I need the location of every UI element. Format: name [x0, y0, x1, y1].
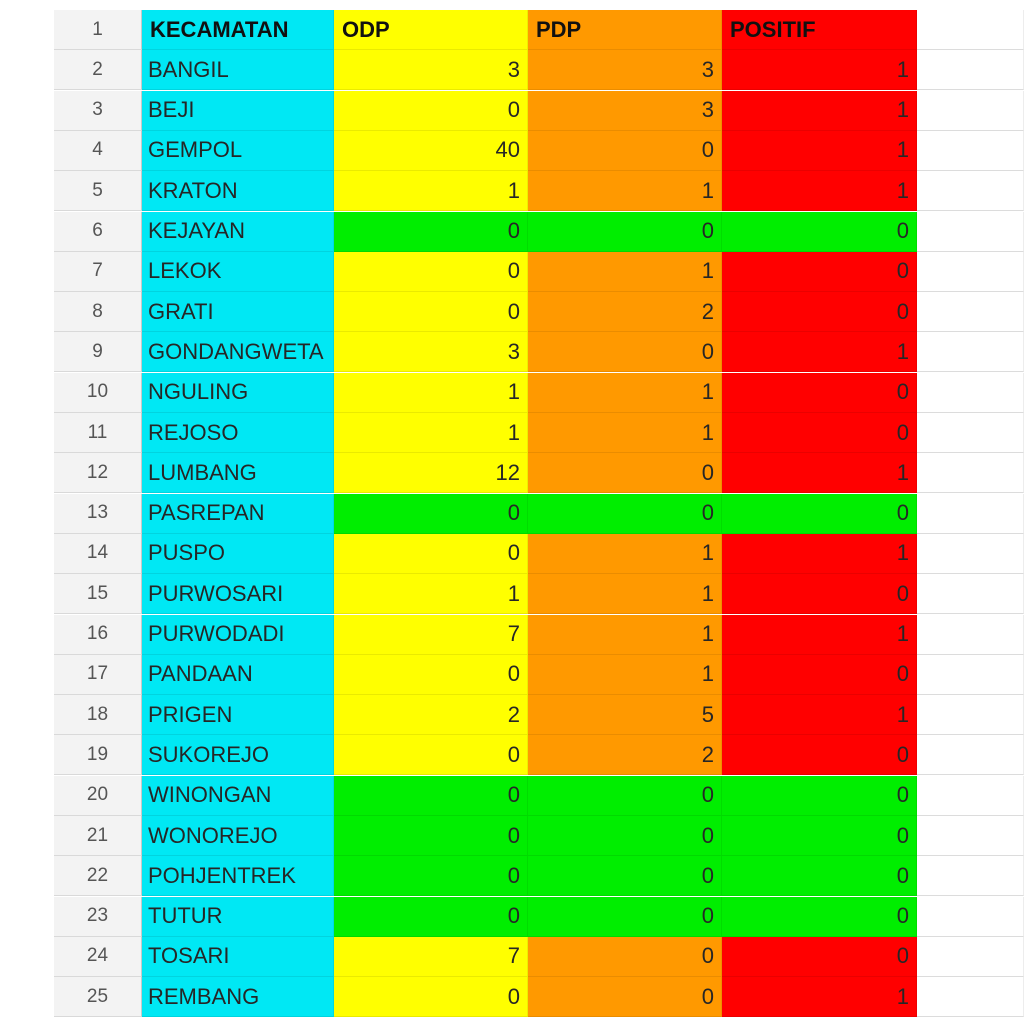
cell-pdp[interactable]: 0: [528, 494, 722, 534]
cell-kecamatan[interactable]: KRATON: [142, 171, 334, 211]
cell-kecamatan[interactable]: PASREPAN: [142, 494, 334, 534]
column-header-positif[interactable]: POSITIF: [722, 10, 917, 50]
empty-cell[interactable]: [917, 534, 1024, 574]
row-number[interactable]: 9: [54, 332, 142, 372]
cell-pdp[interactable]: 0: [528, 131, 722, 171]
cell-pdp[interactable]: 1: [528, 252, 722, 292]
row-number[interactable]: 2: [54, 50, 142, 90]
empty-cell[interactable]: [917, 574, 1024, 614]
row-number[interactable]: 22: [54, 856, 142, 896]
table-row: [54, 252, 1024, 292]
cell-odp[interactable]: 0: [334, 252, 528, 292]
cell-positif[interactable]: 0: [722, 816, 917, 856]
cell-positif[interactable]: 1: [722, 695, 917, 735]
cell-positif[interactable]: 1: [722, 332, 917, 372]
cell-pdp[interactable]: 0: [528, 977, 722, 1017]
cell-kecamatan[interactable]: KEJAYAN: [142, 212, 334, 252]
empty-cell[interactable]: [917, 615, 1024, 655]
cell-odp[interactable]: 0: [334, 494, 528, 534]
cell-positif[interactable]: 1: [722, 977, 917, 1017]
table-row: [54, 534, 1024, 574]
empty-cell[interactable]: [917, 897, 1024, 937]
cell-odp[interactable]: 0: [334, 897, 528, 937]
table-row: [54, 615, 1024, 655]
cell-pdp[interactable]: 0: [528, 816, 722, 856]
cell-kecamatan[interactable]: LEKOK: [142, 252, 334, 292]
cell-odp[interactable]: 0: [334, 977, 528, 1017]
table-row: [54, 776, 1024, 816]
cell-kecamatan[interactable]: PURWODADI: [142, 615, 334, 655]
cell-pdp[interactable]: 3: [528, 91, 722, 131]
cell-kecamatan[interactable]: PRIGEN: [142, 695, 334, 735]
cell-positif[interactable]: 1: [722, 534, 917, 574]
cell-positif[interactable]: 0: [722, 574, 917, 614]
cell-odp[interactable]: 3: [334, 332, 528, 372]
row-number[interactable]: 21: [54, 816, 142, 856]
column-header-pdp[interactable]: PDP: [528, 10, 722, 50]
table-row: [54, 977, 1024, 1017]
column-header-kecamatan[interactable]: KECAMATAN: [142, 10, 334, 50]
row-number[interactable]: 18: [54, 695, 142, 735]
row-number[interactable]: 12: [54, 453, 142, 493]
cell-kecamatan[interactable]: GRATI: [142, 292, 334, 332]
table-row: [54, 413, 1024, 453]
table-row: [54, 292, 1024, 332]
cell-odp[interactable]: 40: [334, 131, 528, 171]
table-row: [54, 332, 1024, 372]
cell-pdp[interactable]: 2: [528, 735, 722, 775]
cell-odp[interactable]: 0: [334, 856, 528, 896]
cell-kecamatan[interactable]: WONOREJO: [142, 816, 334, 856]
cell-odp[interactable]: 7: [334, 937, 528, 977]
table-row: [54, 453, 1024, 493]
table-row: [54, 937, 1024, 977]
cell-positif[interactable]: 0: [722, 776, 917, 816]
cell-kecamatan[interactable]: TUTUR: [142, 897, 334, 937]
cell-positif[interactable]: 0: [722, 937, 917, 977]
cell-kecamatan[interactable]: SUKOREJO: [142, 735, 334, 775]
row-number[interactable]: 14: [54, 534, 142, 574]
cell-odp[interactable]: 0: [334, 292, 528, 332]
row-number[interactable]: 11: [54, 413, 142, 453]
table-row: [54, 373, 1024, 413]
cell-odp[interactable]: 7: [334, 615, 528, 655]
cell-odp[interactable]: 1: [334, 373, 528, 413]
cell-kecamatan[interactable]: LUMBANG: [142, 453, 334, 493]
column-header-odp[interactable]: ODP: [334, 10, 528, 50]
cell-positif[interactable]: 0: [722, 494, 917, 534]
table-row: [54, 735, 1024, 775]
row-number[interactable]: 13: [54, 494, 142, 534]
cell-positif[interactable]: 0: [722, 856, 917, 896]
table-row: [54, 655, 1024, 695]
table-row: [54, 212, 1024, 252]
empty-cell[interactable]: [917, 373, 1024, 413]
table-row: [54, 856, 1024, 896]
table-row: [54, 50, 1024, 90]
empty-cell[interactable]: [917, 977, 1024, 1017]
row-number[interactable]: 6: [54, 212, 142, 252]
cell-pdp[interactable]: 0: [528, 937, 722, 977]
cell-odp[interactable]: 0: [334, 534, 528, 574]
cell-kecamatan[interactable]: NGULING: [142, 373, 334, 413]
cell-pdp[interactable]: 0: [528, 856, 722, 896]
row-number[interactable]: 1: [54, 10, 142, 50]
empty-cell[interactable]: [917, 131, 1024, 171]
row-number[interactable]: 5: [54, 171, 142, 211]
row-number[interactable]: 23: [54, 897, 142, 937]
row-number[interactable]: 10: [54, 373, 142, 413]
cell-kecamatan[interactable]: PURWOSARI: [142, 574, 334, 614]
cell-positif[interactable]: 0: [722, 212, 917, 252]
header-row: [54, 10, 1024, 50]
cell-odp[interactable]: 0: [334, 816, 528, 856]
cell-positif[interactable]: 1: [722, 453, 917, 493]
empty-cell[interactable]: [917, 332, 1024, 372]
table-row: [54, 131, 1024, 171]
row-number[interactable]: 16: [54, 615, 142, 655]
empty-cell[interactable]: [917, 494, 1024, 534]
empty-cell[interactable]: [917, 10, 1024, 50]
cell-kecamatan[interactable]: REJOSO: [142, 413, 334, 453]
cell-pdp[interactable]: 1: [528, 171, 722, 211]
empty-cell[interactable]: [917, 252, 1024, 292]
row-number[interactable]: 20: [54, 776, 142, 816]
cell-odp[interactable]: 12: [334, 453, 528, 493]
cell-pdp[interactable]: 0: [528, 212, 722, 252]
cell-positif[interactable]: 0: [722, 735, 917, 775]
empty-cell[interactable]: [917, 212, 1024, 252]
row-number[interactable]: 25: [54, 977, 142, 1017]
cell-pdp[interactable]: 1: [528, 373, 722, 413]
cell-kecamatan[interactable]: TOSARI: [142, 937, 334, 977]
row-number[interactable]: 15: [54, 574, 142, 614]
cell-positif[interactable]: 1: [722, 50, 917, 90]
cell-pdp[interactable]: 3: [528, 50, 722, 90]
cell-pdp[interactable]: 1: [528, 534, 722, 574]
table-row: [54, 574, 1024, 614]
cell-positif[interactable]: 1: [722, 171, 917, 211]
row-number[interactable]: 4: [54, 131, 142, 171]
cell-kecamatan[interactable]: GEMPOL: [142, 131, 334, 171]
row-number[interactable]: 8: [54, 292, 142, 332]
cell-positif[interactable]: 1: [722, 91, 917, 131]
cell-positif[interactable]: 0: [722, 897, 917, 937]
row-number[interactable]: 3: [54, 91, 142, 131]
cell-kecamatan[interactable]: PANDAAN: [142, 655, 334, 695]
table-row: [54, 171, 1024, 211]
table-row: [54, 91, 1024, 131]
cell-kecamatan[interactable]: PUSPO: [142, 534, 334, 574]
cell-positif[interactable]: 0: [722, 252, 917, 292]
cell-kecamatan[interactable]: BEJI: [142, 91, 334, 131]
empty-cell[interactable]: [917, 292, 1024, 332]
cell-odp[interactable]: 1: [334, 413, 528, 453]
cell-kecamatan[interactable]: REMBANG: [142, 977, 334, 1017]
cell-odp[interactable]: 2: [334, 695, 528, 735]
empty-cell[interactable]: [917, 655, 1024, 695]
cell-positif[interactable]: 1: [722, 131, 917, 171]
empty-cell[interactable]: [917, 735, 1024, 775]
cell-pdp[interactable]: 5: [528, 695, 722, 735]
cell-kecamatan[interactable]: GONDANGWETA: [142, 332, 334, 372]
cell-odp[interactable]: 0: [334, 776, 528, 816]
cell-pdp[interactable]: 1: [528, 413, 722, 453]
empty-cell[interactable]: [917, 413, 1024, 453]
cell-pdp[interactable]: 0: [528, 776, 722, 816]
empty-cell[interactable]: [917, 695, 1024, 735]
empty-cell[interactable]: [917, 937, 1024, 977]
empty-cell[interactable]: [917, 856, 1024, 896]
empty-cell[interactable]: [917, 171, 1024, 211]
cell-kecamatan[interactable]: POHJENTREK: [142, 856, 334, 896]
empty-cell[interactable]: [917, 453, 1024, 493]
cell-odp[interactable]: 0: [334, 655, 528, 695]
cell-odp[interactable]: 0: [334, 212, 528, 252]
cell-pdp[interactable]: 2: [528, 292, 722, 332]
cell-kecamatan[interactable]: BANGIL: [142, 50, 334, 90]
cell-odp[interactable]: 0: [334, 91, 528, 131]
cell-odp[interactable]: 0: [334, 735, 528, 775]
row-number[interactable]: 24: [54, 937, 142, 977]
cell-pdp[interactable]: 1: [528, 574, 722, 614]
table-row: [54, 695, 1024, 735]
row-number[interactable]: 17: [54, 655, 142, 695]
empty-cell[interactable]: [917, 91, 1024, 131]
cell-kecamatan[interactable]: WINONGAN: [142, 776, 334, 816]
empty-cell[interactable]: [917, 816, 1024, 856]
cell-odp[interactable]: 1: [334, 171, 528, 211]
cell-positif[interactable]: 0: [722, 655, 917, 695]
empty-cell[interactable]: [917, 776, 1024, 816]
cell-positif[interactable]: 0: [722, 373, 917, 413]
cell-pdp[interactable]: 1: [528, 655, 722, 695]
cell-positif[interactable]: 0: [722, 292, 917, 332]
row-number[interactable]: 19: [54, 735, 142, 775]
row-number[interactable]: 7: [54, 252, 142, 292]
cell-pdp[interactable]: 1: [528, 615, 722, 655]
cell-positif[interactable]: 1: [722, 615, 917, 655]
cell-odp[interactable]: 3: [334, 50, 528, 90]
cell-pdp[interactable]: 0: [528, 332, 722, 372]
table-row: [54, 897, 1024, 937]
cell-pdp[interactable]: 0: [528, 897, 722, 937]
table-row: [54, 816, 1024, 856]
cell-positif[interactable]: 0: [722, 413, 917, 453]
table-row: [54, 494, 1024, 534]
cell-pdp[interactable]: 0: [528, 453, 722, 493]
empty-cell[interactable]: [917, 50, 1024, 90]
cell-odp[interactable]: 1: [334, 574, 528, 614]
left-margin: [0, 0, 54, 1024]
